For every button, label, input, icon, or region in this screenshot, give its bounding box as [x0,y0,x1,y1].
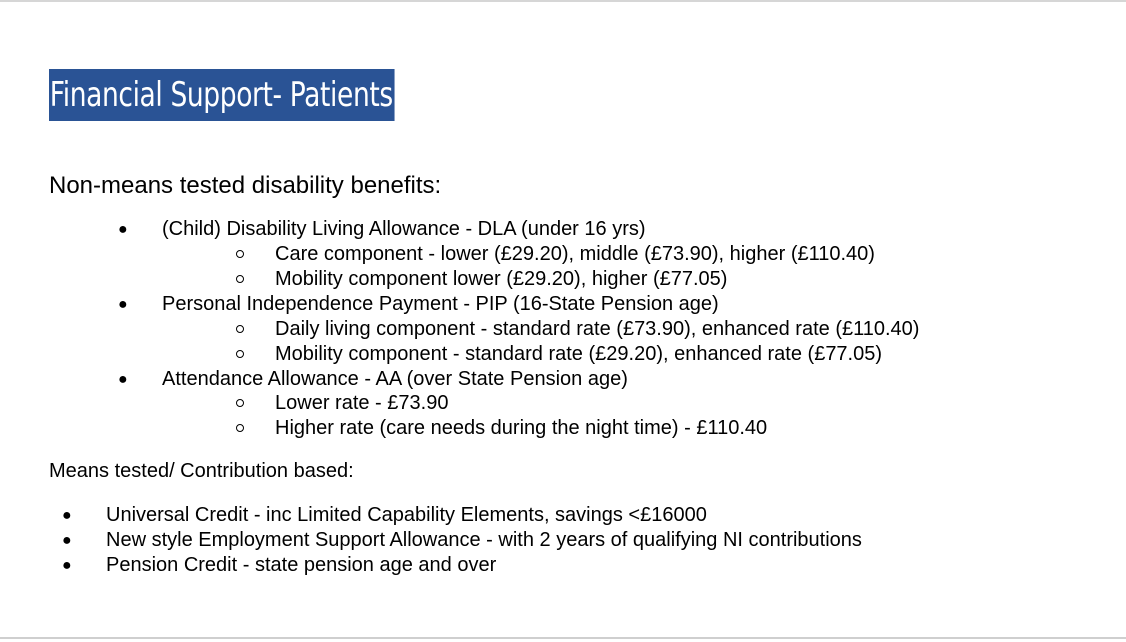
list-item-esa: New style Employment Support Allowance - with 2 years of qualifying NI contributions [106,529,862,551]
sublist-item-dla-care: Care component - lower (£29.20), middle (£73.90), higher (£110.40) [275,243,875,265]
bullet-dot-icon: ● [62,557,72,574]
list-item-pension-credit: Pension Credit - state pension age and over [106,554,497,576]
hollow-bullet-icon [236,325,244,333]
sublist-item-pip-mobility: Mobility component - standard rate (£29.20), enhanced rate (£77.05) [275,343,883,365]
hollow-bullet-icon [236,399,244,407]
list-item-dla: (Child) Disability Living Allowance - DLA (under 16 yrs) [162,218,646,240]
bullet-dot-icon: ● [62,507,72,524]
bottom-edge-divider [0,637,1126,639]
sublist-item-aa-lower: Lower rate - £73.90 [275,392,449,414]
means-tested-heading: Means tested/ Contribution based: [49,460,354,482]
bullet-dot-icon: ● [62,532,72,549]
sublist-item-pip-daily: Daily living component - standard rate (£73.90), enhanced rate (£110.40) [275,318,920,340]
list-item-universal-credit: Universal Credit - inc Limited Capability Elements, savings <£16000 [106,504,707,526]
non-means-heading: Non-means tested disability benefits: [49,172,442,199]
sublist-item-aa-higher: Higher rate (care needs during the night time) - £110.40 [275,417,768,439]
hollow-bullet-icon [236,275,244,283]
hollow-bullet-icon [236,250,244,258]
slide-title: Financial Support- Patients [49,69,394,121]
sublist-item-dla-mobility: Mobility component lower (£29.20), higher (£77.05) [275,268,728,290]
bullet-dot-icon: ● [118,371,128,388]
slide [0,2,1126,637]
list-item-pip: Personal Independence Payment - PIP (16-State Pension age) [162,293,719,315]
bullet-dot-icon: ● [118,296,128,313]
hollow-bullet-icon [236,424,244,432]
bullet-dot-icon: ● [118,221,128,238]
list-item-aa: Attendance Allowance - AA (over State Pension age) [162,368,628,390]
hollow-bullet-icon [236,350,244,358]
